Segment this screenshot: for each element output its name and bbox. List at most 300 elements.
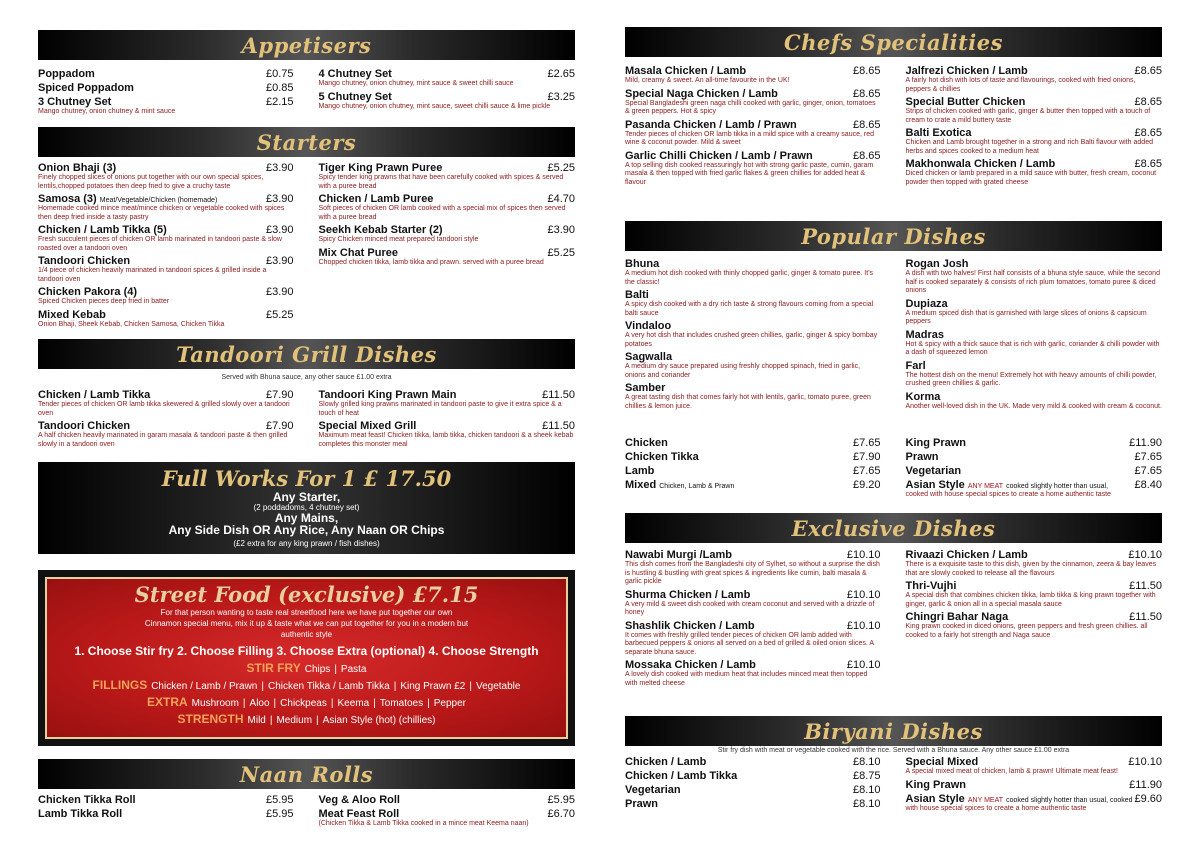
- chefs-left-list: [625, 65, 894, 189]
- menu-item-description: Maximum meat feast! Chicken tikka, lamb tikka, chicken tandoori & a sheek kebab completes this monster meal: [318, 432, 574, 448]
- menu-item-price: £8.65: [852, 118, 881, 131]
- menu-item-description: A dish with two halves! First half consists of a bhuna style sauce, while the second half is cooked separately & consists of rich plum tomatoes, tomato puree & diced onions: [905, 270, 1160, 294]
- menu-item-name-wrap: [625, 784, 681, 796]
- menu-item-name-wrap: [38, 255, 130, 267]
- menu-item: [38, 82, 294, 94]
- biryani-banner: [625, 716, 1162, 746]
- menu-item-name-wrap: [319, 247, 398, 259]
- menu-item-name-wrap: [906, 65, 1028, 77]
- menu-item-description: Tender pieces of chicken OR lamb tikka skewered & grilled slowly over a tandoori oven: [38, 401, 290, 417]
- menu-item-name: Mossaka Chicken / Lamb: [625, 659, 756, 671]
- menu-item-name-wrap: [625, 88, 778, 100]
- menu-item-row: [38, 162, 294, 174]
- menu-item-row: [319, 224, 576, 236]
- menu-item-row: [906, 465, 1163, 477]
- appetisers-left-list: [38, 68, 307, 119]
- menu-item-row: [38, 68, 294, 80]
- menu-item-description: Hot & spicy with a thick sauce that is rich with garlic, coriander & chilli powder with a dash of squeezed lemon: [905, 340, 1160, 356]
- section-title: Naan Rolls: [239, 761, 374, 787]
- menu-item-description: It comes with freshly grilled tender pieces of chicken OR lamb added with barbecued peppers & onions all served on a bed of grilled & oiled onion slices. A separate bhuna sauce.: [625, 631, 874, 656]
- menu-item-name-wrap: [625, 620, 755, 632]
- menu-item-name-wrap: [625, 756, 706, 768]
- menu-item: [319, 224, 576, 245]
- menu-item-row: [906, 298, 1163, 310]
- stir-fry-label: STIR FRY: [246, 661, 301, 675]
- menu-item-name-wrap: [319, 224, 443, 236]
- menu-item-name-wrap: [625, 659, 756, 671]
- menu-item-price: £7.90: [852, 451, 881, 463]
- menu-item: [319, 420, 576, 449]
- street-food-option: Chips: [304, 664, 331, 675]
- menu-item-name-wrap: [906, 298, 948, 310]
- menu-item-name-wrap: [906, 96, 1026, 108]
- menu-item-name: Rogan Josh: [905, 258, 969, 270]
- street-food-option: Medium: [276, 715, 313, 726]
- menu-item-name-wrap: [38, 309, 106, 321]
- menu-item-name: 4 Chutney Set: [318, 68, 392, 80]
- menu-item: [319, 193, 576, 222]
- menu-item-name: Chicken: [625, 437, 668, 449]
- starters-left-list: [38, 162, 307, 331]
- menu-item-price: £8.40: [1134, 479, 1162, 491]
- menu-item-row: [906, 127, 1163, 139]
- menu-item-price: £10.10: [1128, 549, 1162, 561]
- menu-item-description: Spicy tender king prawns that have been carefully cooked with spices & served with a puree bread: [318, 174, 564, 190]
- menu-item-description: Chopped chicken tikka, lamb tikka and prawn. served with a puree bread: [318, 258, 544, 266]
- strength-label: STRENGTH: [177, 712, 244, 726]
- menu-item-row: [625, 756, 881, 768]
- menu-item-price: £8.65: [1134, 96, 1162, 108]
- menu-item-price: £8.10: [852, 756, 881, 768]
- menu-item-row: [625, 437, 881, 449]
- menu-item-price: £3.90: [265, 224, 294, 236]
- menu-item-name-wrap: [38, 193, 217, 205]
- menu-item-name-wrap: [38, 286, 137, 298]
- menu-item-name: Sagwalla: [625, 351, 673, 363]
- menu-item-price: £3.90: [265, 162, 294, 174]
- menu-item-name-wrap: [906, 158, 1056, 170]
- menu-item-name: Special Mixed Grill: [318, 420, 417, 432]
- street-food-option: Vegetable: [475, 681, 521, 692]
- menu-item-name-wrap: [319, 193, 434, 205]
- menu-item-row: [319, 794, 576, 806]
- menu-item: [625, 382, 881, 411]
- menu-item: [625, 620, 881, 658]
- menu-item: [38, 309, 294, 330]
- menu-item-name-wrap: [906, 258, 969, 270]
- street-food-extra: [47, 695, 566, 709]
- section-title: Appetisers: [241, 32, 372, 58]
- menu-item-row: [38, 389, 294, 401]
- menu-item-description: Spiced Chicken pieces deep fried in batter: [38, 298, 170, 305]
- menu-item-name-wrap: [906, 451, 939, 463]
- full-works-line1-small: (2 poddadoms, 4 chutney set): [253, 503, 360, 512]
- menu-item: [38, 193, 294, 222]
- menu-item: [906, 298, 1163, 327]
- menu-item-row: [625, 351, 881, 363]
- menu-item-name: Onion Bhaji (3): [38, 162, 117, 174]
- menu-item-name: Shurma Chicken / Lamb: [625, 588, 751, 601]
- menu-item: [906, 360, 1163, 389]
- menu-item: [625, 320, 881, 349]
- menu-item-row: [319, 193, 576, 205]
- menu-item-description: A lovely dish cooked with medium heat that includes minced meat then topped with melted cheese: [625, 671, 868, 687]
- appetisers-banner: [38, 30, 575, 60]
- menu-item-price: £11.50: [542, 420, 575, 432]
- extra-label: EXTRA: [147, 695, 188, 709]
- menu-item: [625, 549, 881, 587]
- menu-item: [38, 420, 294, 449]
- full-works-line4: (£2 extra for any king prawn / fish dishes): [233, 539, 380, 548]
- menu-item-name-wrap: [625, 465, 654, 477]
- tandoori-banner: [38, 339, 575, 369]
- menu-item-row: [38, 193, 294, 205]
- menu-item-name: Asian Style: [905, 479, 965, 491]
- popular-right-list: [894, 258, 1163, 413]
- menu-item-name-wrap: [906, 360, 926, 372]
- menu-item-name: Mixed: [625, 479, 657, 491]
- menu-item-price: £11.50: [1129, 580, 1162, 592]
- menu-item-description: Strips of chicken cooked with garlic, ginger & butter then topped with a touch of cream to crate a mild buttery taste: [905, 108, 1151, 124]
- option-separator: |: [393, 681, 397, 692]
- option-separator: |: [261, 681, 264, 692]
- menu-item-description: A medium spiced dish that is garnished with large slices of onions & capsicum peppers: [905, 309, 1147, 325]
- menu-item-name-wrap: [906, 329, 945, 341]
- menu-item-description: 1/4 piece of chicken heavily marinated in tandoori spices & grilled inside a tandoori oven: [38, 267, 267, 283]
- menu-item-name-wrap: [906, 437, 967, 449]
- menu-item-name: Dupiaza: [905, 297, 948, 310]
- full-works-line2: Any Mains,: [274, 511, 339, 525]
- menu-item-name-wrap: [319, 389, 457, 401]
- menu-item-price: £2.65: [547, 68, 575, 80]
- option-separator: |: [330, 698, 334, 709]
- menu-item-name-wrap: [906, 391, 941, 403]
- menu-item-price: £3.90: [265, 255, 294, 267]
- menu-item-description: A spicy dish cooked with a dry rich taste & strong flavours coming from a special balti sauce: [625, 301, 874, 317]
- biryani-right-list: [894, 756, 1163, 815]
- exclusive-right-list: [894, 549, 1163, 690]
- menu-item-description: A half chicken heavily marinated in garam masala & tandoori paste & then grilled slowly in a tandoori oven: [38, 432, 288, 448]
- menu-item-description: (Chicken Tikka & Lamb Tikka cooked in a mince meat Keema naan): [318, 820, 529, 827]
- menu-item: [625, 784, 881, 796]
- menu-item-name: Shashlik Chicken / Lamb: [625, 619, 755, 632]
- menu-item-name-wrap: [319, 162, 443, 174]
- menu-item-inline-note: Chicken, Lamb & Prawn: [659, 483, 735, 490]
- menu-item-description: A medium dry sauce prepared using freshly chopped spinach, fried in garlic, onions and coriander: [625, 363, 861, 379]
- menu-item-inline-note: Meat/Vegetable/Chicken (homemade): [99, 197, 218, 204]
- option-separator: |: [469, 681, 472, 692]
- menu-item-price: £7.65: [1134, 451, 1162, 463]
- menu-item-price: £10.10: [1128, 756, 1162, 768]
- menu-item-description: A special mixed meat of chicken, lamb & prawn! Ultimate meat feast!: [905, 768, 1118, 775]
- menu-item: [906, 65, 1163, 94]
- menu-item-description: Soft pieces of chicken OR lamb cooked with a special mix of spices then served with a puree bread: [318, 205, 566, 221]
- menu-item-name-wrap: [319, 808, 400, 820]
- menu-item-name: Poppadom: [38, 68, 95, 80]
- menu-item-name-wrap: [625, 289, 649, 301]
- street-food-option: Tomatoes: [379, 698, 424, 709]
- menu-item-description: A great tasting dish that comes fairly hot with lentils, garlic, tomato puree, green chillies & lemon juice.: [625, 394, 871, 410]
- menu-item-name: Balti: [625, 289, 649, 301]
- menu-item-name: Nawabi Murgi /Lamb: [625, 549, 732, 561]
- menu-item-row: [625, 549, 881, 561]
- section-title: Exclusive Dishes: [791, 515, 996, 541]
- menu-item-price: £8.10: [852, 798, 881, 810]
- menu-item-row: [906, 451, 1163, 463]
- menu-item: [38, 255, 294, 284]
- menu-item-name-wrap: [38, 162, 116, 174]
- menu-item-description: Spicy Chicken minced meat prepared tandoori style: [318, 236, 479, 243]
- street-food-option: Keema: [337, 698, 370, 709]
- section-title: Chefs Specialities: [784, 29, 1003, 55]
- menu-item-name-wrap: [625, 351, 672, 363]
- chefs-section: [625, 27, 1162, 189]
- menu-item-name: Chicken Pakora (4): [38, 286, 138, 298]
- menu-item-name: Lamb Tikka Roll: [38, 808, 123, 820]
- menu-item-row: [625, 258, 881, 270]
- menu-item-price: £5.95: [547, 794, 575, 806]
- menu-item-name-wrap: [319, 794, 401, 806]
- menu-item: [319, 162, 576, 191]
- menu-item: [906, 451, 1163, 463]
- biryani-left-list: [625, 756, 894, 815]
- street-food-option: Asian Style (hot) (chillies): [322, 715, 436, 726]
- menu-item-name: Chicken / Lamb Tikka: [38, 389, 151, 401]
- menu-item: [38, 68, 294, 80]
- tandoori-section: [38, 339, 575, 451]
- menu-item-name-wrap: [906, 127, 972, 139]
- naan-rolls-right-list: [307, 794, 576, 831]
- menu-item-price: £8.65: [852, 65, 881, 77]
- menu-item-row: [625, 65, 881, 77]
- menu-item-name-wrap: [319, 420, 417, 432]
- menu-item-name-wrap: [625, 65, 746, 77]
- exclusive-section: [625, 513, 1162, 690]
- menu-item-row: [625, 119, 881, 131]
- street-food-option: Pasta: [340, 664, 367, 675]
- menu-item-description: Slowly grilled king prawns marinated in tandoori paste to give it extra spice & a touch of heat: [318, 401, 562, 417]
- menu-item-name-wrap: [625, 258, 659, 270]
- option-separator: |: [273, 698, 277, 709]
- menu-item-row: [906, 549, 1163, 561]
- menu-item-description: Finely chopped slices of onions put together with our own special spices, lentils,chopped potatoes then deep fried to give a cruchy taste: [38, 174, 264, 190]
- menu-item-name: Special Naga Chicken / Lamb: [625, 87, 778, 100]
- menu-item-name: Spiced Poppadom: [38, 82, 134, 94]
- street-food-option: Chicken Tikka / Lamb Tikka: [267, 681, 390, 692]
- menu-item-name-wrap: [38, 794, 136, 806]
- menu-item-description: King prawn cooked in diced onions, green peppers and fresh green chillies. all cooked to a fairly hot strength and Naga sauce: [905, 623, 1148, 639]
- menu-item-row: [625, 289, 881, 301]
- menu-item-description: Mild, creamy & sweet. An all-time favourite in the UK!: [625, 77, 790, 84]
- menu-item-description: A medium hot dish cooked with thinly chopped garlic, ginger & tomato puree. It's the classic!: [625, 270, 874, 286]
- menu-item-description: Mango chutney, onion chutney & mint sauce: [38, 108, 176, 115]
- appetisers-right-list: [307, 68, 576, 119]
- menu-item-description: A special dish that combines chicken tikka, lamb tikka & king prawn together with ginger, garlic & onion all in a special masala sauce: [905, 592, 1156, 608]
- menu-item: [906, 465, 1163, 477]
- menu-item: [319, 247, 576, 268]
- starters-banner: [38, 127, 575, 157]
- menu-item-name-wrap: [38, 389, 150, 401]
- menu-item-price: £10.10: [846, 549, 881, 561]
- menu-item-row: [906, 391, 1163, 403]
- menu-item-price: £10.10: [846, 588, 881, 601]
- menu-item-name: Tandoori King Prawn Main: [318, 389, 457, 401]
- menu-item: [906, 96, 1163, 125]
- menu-item-row: [625, 382, 881, 394]
- menu-item-row: [38, 309, 294, 321]
- menu-item-row: [906, 437, 1163, 449]
- menu-item-row: [38, 420, 294, 432]
- chefs-right-list: [894, 65, 1163, 189]
- menu-item-row: [625, 784, 881, 796]
- tandoori-left-list: [38, 389, 307, 451]
- menu-item-row: [625, 88, 881, 100]
- menu-item-description: Mango chutney, onion chutney, mint sauce, sweet chilli sauce & lime pickle: [318, 102, 551, 110]
- full-works-box: [38, 462, 575, 554]
- menu-item-row: [319, 389, 576, 401]
- menu-item-name: Samber: [625, 382, 666, 394]
- menu-item-price: £9.60: [1134, 792, 1162, 805]
- menu-item-description: with house special spices to create a home authentic taste: [905, 804, 1087, 812]
- menu-item: [906, 580, 1163, 609]
- street-food-option: Mushroom: [191, 698, 239, 709]
- starters-right-list: [307, 162, 576, 331]
- popular-prices-right: [894, 437, 1163, 502]
- menu-item: [906, 158, 1163, 187]
- menu-item: [906, 391, 1163, 412]
- option-separator: |: [334, 664, 337, 675]
- menu-item-name: Seekh Kebab Starter (2): [318, 224, 443, 236]
- menu-item-price: £5.25: [547, 246, 575, 259]
- menu-item-description: Mango chutney, onion chutney, mint sauce & sweet chilli sauce: [318, 80, 514, 87]
- section-title: Starters: [256, 129, 357, 155]
- menu-item-name-wrap: [906, 465, 962, 477]
- menu-item: [906, 329, 1163, 358]
- street-food-option: Mild: [247, 715, 266, 726]
- menu-item-price: £3.90: [265, 193, 294, 205]
- menu-item-description: A top selling dish cooked reassuringly hot with strong garlic paste, cumin, garam masala & then topped with fried garlic flakes & green chillies for added heat & flavour: [625, 161, 874, 186]
- street-food-steps: 1. Choose Stir fry 2. Choose Filling 3. Choose Extra (optional) 4. Choose Strength: [74, 644, 539, 658]
- menu-item: [625, 351, 881, 380]
- menu-item-row: [906, 65, 1163, 77]
- menu-item-name-wrap: [625, 451, 699, 463]
- option-separator: |: [427, 698, 430, 709]
- menu-item-name: Meat Feast Roll: [318, 808, 400, 820]
- menu-item-name-wrap: [625, 589, 750, 601]
- menu-item-name-wrap: [625, 119, 797, 131]
- menu-item-description: A fairly hot dish with lots of taste and flavourings, cooked with fried onions, peppers & chillies: [905, 77, 1136, 93]
- menu-item: [625, 289, 881, 318]
- menu-item-price: £5.95: [265, 794, 294, 806]
- menu-item-name: Farl: [905, 359, 926, 372]
- popular-prices-left: [625, 437, 894, 502]
- street-food-strength: [47, 712, 566, 726]
- menu-item-description: Diced chicken or lamb prepared in a mild sauce with butter, fresh cream, coconut powder then topped with grated cheese: [905, 170, 1157, 186]
- option-separator: |: [316, 715, 319, 726]
- menu-item-row: [38, 82, 294, 94]
- menu-item-row: [319, 162, 576, 174]
- menu-item-row: [38, 224, 294, 236]
- menu-item-name: Korma: [905, 390, 941, 403]
- menu-item-name-wrap: [38, 82, 134, 94]
- menu-item-row: [319, 68, 576, 80]
- menu-item-name: Lamb: [625, 465, 655, 477]
- menu-item-price: £7.65: [1134, 465, 1162, 477]
- menu-item-name: Prawn: [625, 798, 659, 810]
- popular-section: [625, 221, 1162, 413]
- menu-item-price: £8.10: [852, 784, 881, 796]
- menu-item-price: £3.90: [547, 224, 575, 236]
- menu-item-name: Chingri Bahar Naga: [905, 611, 1009, 623]
- menu-item: [625, 65, 881, 86]
- menu-item: [625, 589, 881, 618]
- menu-item: [38, 794, 294, 806]
- menu-item: [906, 756, 1163, 777]
- menu-item-name-wrap: [906, 580, 957, 592]
- biryani-note: Stir fry dish with meat or vegetable cooked with the rice. Served with a Bhuna sauce. Any other sauce £1.00 extra: [717, 747, 1070, 754]
- menu-item-name: Vindaloo: [625, 320, 672, 332]
- menu-item: [38, 162, 294, 191]
- menu-item-name-wrap: [906, 756, 979, 768]
- menu-item-row: [38, 96, 294, 108]
- menu-item-name-wrap: [38, 96, 111, 108]
- menu-item-description: Special Bangladeshi green naga chilli cooked with garlic, ginger, onion, tomatoes & green peppers. Hot & spicy: [625, 99, 876, 115]
- menu-item-name-wrap: [38, 420, 130, 432]
- menu-item-price: £8.65: [852, 87, 881, 100]
- menu-item-row: [625, 451, 881, 463]
- option-separator: |: [373, 698, 376, 709]
- popular-left-list: [625, 258, 894, 413]
- menu-item-name: Prawn: [905, 451, 939, 463]
- menu-item-price: £7.65: [852, 437, 881, 449]
- menu-item-name-wrap: [906, 793, 1133, 805]
- menu-item-price: £5.25: [547, 162, 575, 174]
- menu-item-name: King Prawn: [905, 778, 967, 791]
- menu-item-row: [625, 150, 881, 162]
- naan-rolls-banner: [38, 759, 575, 789]
- menu-item-row: [906, 580, 1163, 592]
- street-food-panel: [45, 577, 568, 739]
- menu-item-row: [625, 479, 881, 491]
- menu-item-name-wrap: [625, 150, 813, 162]
- section-title: Biryani Dishes: [804, 718, 983, 744]
- menu-item-name: Special Mixed: [905, 756, 979, 768]
- menu-item-description: The hottest dish on the menu! Extremely hot with heavy amounts of chilli powder, crushed green chillies & garlic.: [905, 371, 1157, 387]
- menu-item-inline-note: ANY MEAT: [967, 483, 1004, 490]
- menu-item-row: [625, 620, 881, 632]
- exclusive-banner: [625, 513, 1162, 543]
- menu-item-description: Another well-loved dish in the UK. Made very mild & cooked with cream & coconut.: [905, 402, 1162, 410]
- menu-item-price: £8.65: [852, 149, 881, 162]
- menu-item: [319, 389, 576, 418]
- menu-item-name: Garlic Chilli Chicken / Lamb / Prawn: [625, 149, 813, 162]
- street-food-fillings: [47, 678, 566, 692]
- menu-item-name-wrap: [38, 68, 95, 80]
- menu-item: [906, 793, 1163, 814]
- menu-item-row: [319, 808, 576, 820]
- menu-item: [38, 224, 294, 253]
- street-food-option: Aloo: [249, 698, 270, 709]
- menu-item-name: Pasanda Chicken / Lamb / Prawn: [625, 118, 797, 131]
- full-works-title: Full Works For 1 £ 17.50: [161, 466, 452, 491]
- menu-item-price: £8.65: [1134, 158, 1162, 170]
- menu-item-name: Chicken Tikka: [625, 451, 699, 463]
- street-food-intro: For that person wanting to taste real streetfood here we have put together our own Cinnamon special menu, mix it up & taste what we can put together for you in a modern but authentic style: [144, 608, 469, 639]
- starters-section: [38, 127, 575, 331]
- menu-item: [625, 258, 881, 287]
- menu-item-price: £8.65: [1134, 65, 1162, 77]
- menu-item: [906, 127, 1163, 156]
